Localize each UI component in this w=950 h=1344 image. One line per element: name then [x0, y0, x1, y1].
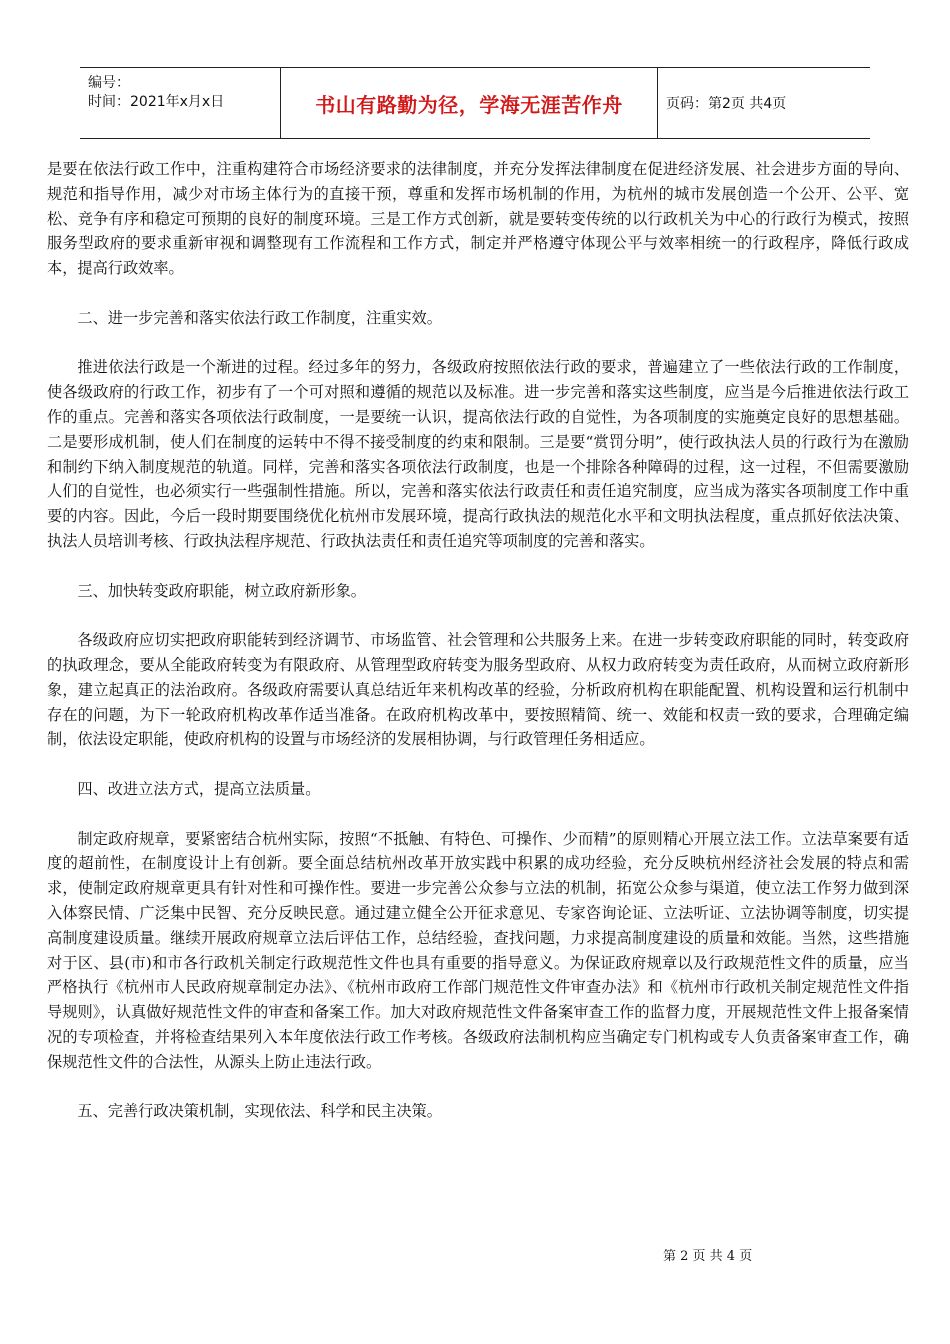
header-page-number: 页码：第2页 共4页 [666, 96, 787, 112]
header-motto: 书山有路勤为径，学海无涯苦作舟 [280, 68, 658, 138]
document-number-label: 编号： [88, 75, 130, 91]
body-paragraph: 各级政府应切实把政府职能转到经济调节、市场监管、社会管理和公共服务上来。在进一步转变政府职能的同时，转变政府的执政理念，要从全能政府转变为有限政府、从管理型政府转变为服务型政府、从权力政府转变为责任政府，从而树立政府新形象，建立起真正的法治政府。各级政府需要认真总结近年来机构改革的经验，分析政府机构在职能配置、机构设置和运行机制中存在的问题，为下一轮政府机构改革作适当准备。在政府机构改革中，要按照精简、统一、效能和权责一致的要求，合理确定编制，依法设定职能，使政府机构的设置与市场经济的发展相协调，与行政管理任务相适应。 [47, 631, 909, 749]
body-paragraph: 是要在依法行政工作中，注重构建符合市场经济要求的法律制度，并充分发挥法律制度在促进经济发展、社会进步方面的导向、规范和指导作用，减少对市场主体行为的直接干预，尊重和发挥市场机制的作用，为杭州的城市发展创造一个公开、公平、宽松、竞争有序和稳定可预期的良好的制度环境。三是工作方式创新，就是要转变传统的以行政机关为中心的行政行为模式，按照服务型政府的要求重新审视和调整现有工作流程和工作方式，制定并严格遵守体现公平与效率相统一的行政程序，降低行政成本，提高行政效率。 [47, 160, 909, 278]
header-meta [80, 68, 280, 138]
document-body [47, 157, 909, 1149]
body-paragraph: 制定政府规章，要紧密结合杭州实际，按照“不抵触、有特色、可操作、少而精”的原则精心开展立法工作。立法草案要有适度的超前性，在制度设计上有创新。要全面总结杭州改革开放实践中积累的成功经验，充分反映杭州经济社会发展的特点和需求，使制定政府规章更具有针对性和可操作性。要进一步完善公众参与立法的机制，拓宽公众参与渠道，使立法工作努力做到深入体察民情、广泛集中民智、充分反映民意。通过建立健全公开征求意见、专家咨询论证、立法听证、立法协调等制度，切实提高制度建设质量。继续开展政府规章立法后评估工作，总结经验，查找问题，力求提高制度建设的质量和效能。当然，这些措施对于区、县(市)和市各行政机关制定行政规范性文件也具有重要的指导意义。为保证政府规章以及行政规范性文件的质量，应当严格执行《杭州市人民政府规章制定办法》、《杭州市政府工作部门规范性文件审查办法》和《杭州市行政机关制定规范性文件指导规则》，认真做好规范性文件的审查和备案工作。加大对政府规范性文件备案审查工作的监督力度，开展规范性文件上报备案情况的专项检查，并将检查结果列入本年度依法行政工作考核。各级政府法制机构应当确定专门机构或专人负责备案审查工作，确保规范性文件的合法性，从源头上防止违法行政。 [47, 829, 909, 1071]
section-heading-3: 三、加快转变政府职能，树立政府新形象。 [77, 581, 366, 600]
section-heading-2: 二、进一步完善和落实依法行政工作制度，注重实效。 [77, 308, 442, 327]
section-heading-5: 五、完善行政决策机制，实现依法、科学和民主决策。 [77, 1102, 442, 1121]
document-date: 时间：2021年x月x日 [88, 94, 225, 110]
page-footer: 第 2 页 共 4 页 [663, 1249, 753, 1264]
page-header [80, 67, 870, 139]
body-paragraph: 推进依法行政是一个渐进的过程。经过多年的努力，各级政府按照依法行政的要求，普遍建立了一些依法行政的工作制度，使各级政府的行政工作，初步有了一个可对照和遵循的规范以及标准。进一步完善和落实这些制度，应当是今后推进依法行政工作的重点。完善和落实各项依法行政制度，一是要统一认识，提高依法行政的自觉性，为各项制度的实施奠定良好的思想基础。二是要形成机制，使人们在制度的运转中不得不接受制度的约束和限制。三是要“赏罚分明”，使行政执法人员的行政行为在激励和制约下纳入制度规范的轨道。同样，完善和落实各项依法行政制度，也是一个排除各种障碍的过程，这一过程，不但需要激励人们的自觉性，也必须实行一些强制性措施。所以，完善和落实依法行政责任和责任追究制度，应当成为落实各项制度工作中重要的内容。因此，今后一段时期要围绕优化杭州市发展环境，提高行政执法的规范化水平和文明执法程度，重点抓好依法决策、执法人员培训考核、行政执法程序规范、行政执法责任和责任追究等项制度的完善和落实。 [47, 358, 909, 550]
section-heading-4: 四、改进立法方式，提高立法质量。 [77, 779, 321, 798]
